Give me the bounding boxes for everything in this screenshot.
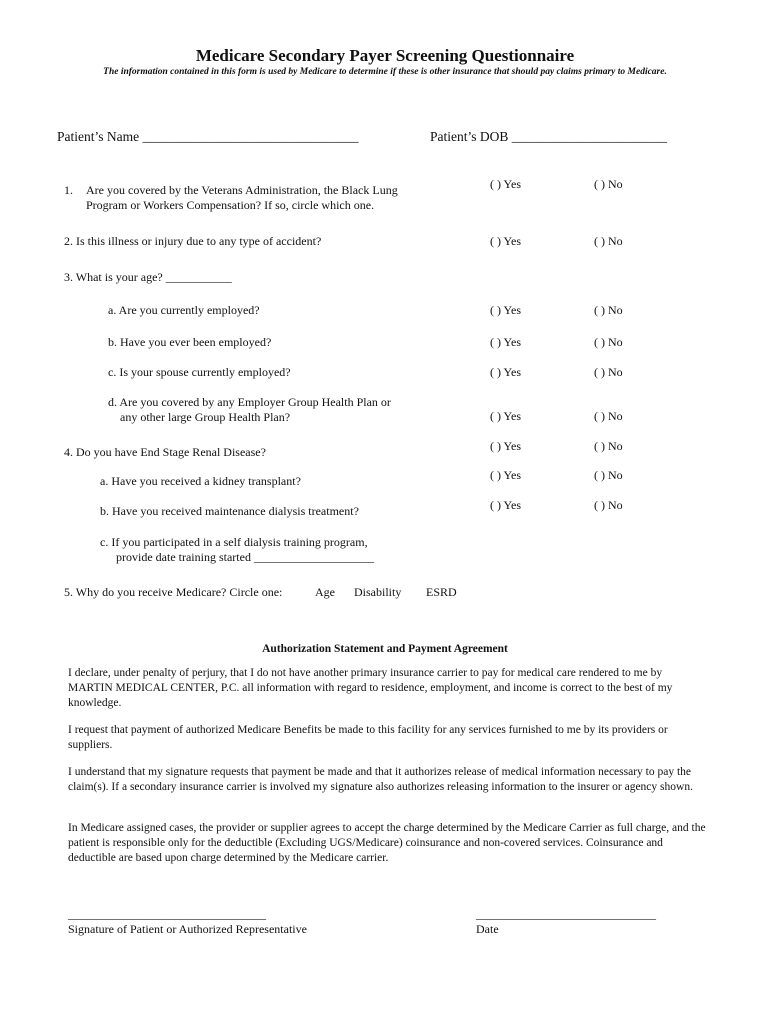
form-subtitle: The information contained in this form is used by Medicare to determine if these is other insurance that should pay claims primary to Medicare. <box>103 67 667 77</box>
q1-yes-option[interactable]: ( ) Yes <box>490 177 522 191</box>
q4b-yes-option[interactable]: ( ) Yes <box>490 498 522 512</box>
q1-no-option[interactable]: ( ) No <box>594 177 623 191</box>
q3a-no-option[interactable]: ( ) No <box>594 303 623 317</box>
patient-name-field[interactable] <box>57 129 358 145</box>
patient-name-blank[interactable]: ________________________________ <box>142 129 359 144</box>
question-3c: c. Is your spouse currently employed? <box>108 365 291 379</box>
signature-label: Signature of Patient or Authorized Representative <box>68 922 307 936</box>
q4-no-option[interactable]: ( ) No <box>594 439 623 453</box>
question-3d-line1: d. Are you covered by any Employer Group Health Plan or <box>108 395 391 409</box>
authorization-paragraph-1: I declare, under penalty of perjury, that I do not have another primary insurance carrier to pay for medical care rendered to me by MARTIN MEDICAL CENTER, P.C. all information with regard to residence, employment, and income is correct to the best of my knowledge. <box>68 667 673 709</box>
patient-dob-blank[interactable]: _______________________ <box>511 129 668 144</box>
question-5: 5. Why do you receive Medicare? Circle one: <box>64 585 283 599</box>
q3c-no-option[interactable]: ( ) No <box>594 365 623 379</box>
patient-name-label: Patient’s Name <box>57 129 140 144</box>
question-4a: a. Have you received a kidney transplant? <box>100 474 301 488</box>
question-4: 4. Do you have End Stage Renal Disease? <box>64 445 266 459</box>
q4a-yes-option[interactable]: ( ) Yes <box>490 468 522 482</box>
date-label: Date <box>476 922 499 936</box>
q3b-yes-option[interactable]: ( ) Yes <box>490 335 522 349</box>
question-3d-line2: any other large Group Health Plan? <box>120 410 291 424</box>
q5-option-age[interactable]: Age <box>315 585 335 599</box>
question-4c-line2[interactable]: provide date training started ____________________ <box>116 550 374 564</box>
patient-dob-label: Patient’s DOB <box>430 129 509 144</box>
q5-option-disability[interactable]: Disability <box>354 585 402 599</box>
q3c-yes-option[interactable]: ( ) Yes <box>490 365 522 379</box>
q4b-no-option[interactable]: ( ) No <box>594 498 623 512</box>
authorization-paragraph-3: I understand that my signature requests that payment be made and that it authorizes release of medical information necessary to pay the claim(s). If a secondary insurance carrier is involved my signature also authorizes releasing information to the insurer or agency shown. <box>68 766 693 793</box>
q3a-yes-option[interactable]: ( ) Yes <box>490 303 522 317</box>
authorization-paragraph-2: I request that payment of authorized Medicare Benefits be made to this facility for any services furnished to me by its providers or suppliers. <box>68 724 668 751</box>
patient-dob-field[interactable] <box>430 129 667 145</box>
date-line[interactable]: ______________________________ <box>476 907 656 921</box>
q3d-no-option[interactable]: ( ) No <box>594 409 623 423</box>
question-2: 2. Is this illness or injury due to any type of accident? <box>64 234 322 248</box>
authorization-paragraph-4: In Medicare assigned cases, the provider or supplier agrees to accept the charge determined by the Medicare Carrier as full charge, and the patient is responsible only for the deductible (Excluding UGS/Medicare) coinsurance and non-covered services. Coinsurance and deductible are based upon charge determined by the Medicare carrier. <box>68 822 706 864</box>
q3d-yes-option[interactable]: ( ) Yes <box>490 409 522 423</box>
question-3a: a. Are you currently employed? <box>108 303 260 317</box>
q2-no-option[interactable]: ( ) No <box>594 234 623 248</box>
q2-yes-option[interactable]: ( ) Yes <box>490 234 522 248</box>
form-title: Medicare Secondary Payer Screening Questionnaire <box>195 46 575 65</box>
question-4b: b. Have you received maintenance dialysis treatment? <box>100 504 359 518</box>
question-1-line2: Program or Workers Compensation? If so, circle which one. <box>86 198 375 212</box>
q3b-no-option[interactable]: ( ) No <box>594 335 623 349</box>
question-4c-line1: c. If you participated in a self dialysis training program, <box>100 535 368 549</box>
question-3b: b. Have you ever been employed? <box>108 335 272 349</box>
q5-option-esrd[interactable]: ESRD <box>426 585 457 599</box>
question-3: 3. What is your age? ___________ <box>64 270 232 284</box>
signature-line[interactable]: _________________________________ <box>68 907 266 921</box>
q4-yes-option[interactable]: ( ) Yes <box>490 439 522 453</box>
question-1-line1: Are you covered by the Veterans Administration, the Black Lung <box>86 183 398 197</box>
q4a-no-option[interactable]: ( ) No <box>594 468 623 482</box>
question-1-number: 1. <box>64 183 73 197</box>
authorization-title: Authorization Statement and Payment Agreement <box>262 643 508 655</box>
